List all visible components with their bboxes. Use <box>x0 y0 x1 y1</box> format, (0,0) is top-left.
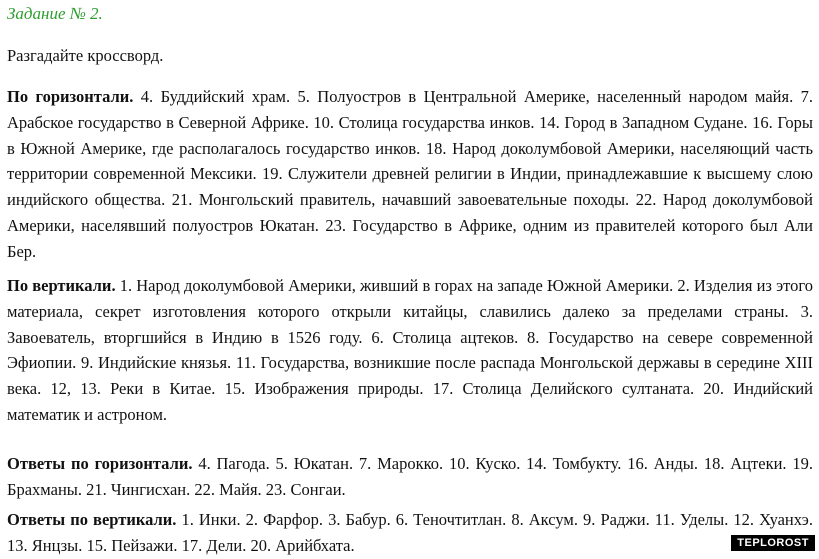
clues-vertical-heading: По вертикали. <box>7 276 116 295</box>
answers-vertical-heading: Ответы по вертикали. <box>7 510 177 529</box>
clues-horizontal-text: 4. Буддийский храм. 5. Полуостров в Центральной Америке, населенный народом майя. 7. Арабское государство в Северной Африке. 10. Столица государства инков. 14. Город в Западном Судане. 16. Горы в Южной Америке, где располагалось государство инков. 18. Народ доколумбовой Америки, населяющий часть территории современной Мексики. 19. Служители древней религии в Индии, принадлежавшие к высшему слою индийского общества. 21. Монгольский правитель, начавший завоевательные походы. 22. Народ доколумбовой Америки, населявший полуостров Юкатан. 23. Государство в Африке, одним из правителей которого был Али Бер. <box>7 87 813 261</box>
clues-vertical <box>7 273 813 428</box>
answers-horizontal-heading: Ответы по горизонтали. <box>7 454 193 473</box>
intro-text: Разгадайте кроссворд. <box>7 46 164 65</box>
answers-vertical-text: 1. Инки. 2. Фарфор. 3. Бабур. 6. Теночтитлан. 8. Аксум. 9. Раджи. 11. Уделы. 12. Хуанхэ. 13. Янцзы. 15. Пейзажи. 17. Дели. 20. Арийбхата. <box>7 510 814 555</box>
clues-vertical-text: 1. Народ доколумбовой Америки, живший в горах на западе Южной Америки. 2. Изделия из этого материала, секрет изготовления которого открыли китайцы, славились далеко за пределами страны. 3. Завоеватель, вторгшийся в Индию в 1526 году. 6. Столица ацтеков. 8. Государство на севере современной Эфиопии. 9. Индийские князья. 11. Государства, возникшие после распада Монгольской державы в середине XIII века. 12, 13. Реки в Китае. 15. Изображения природы. 17. Столица Делийского султаната. 20. Индийский математик и астроном. <box>7 276 813 424</box>
clues-horizontal <box>7 84 813 265</box>
answers-horizontal <box>7 451 813 503</box>
clues-horizontal-heading: По горизонтали. <box>7 87 134 106</box>
answers-horizontal-text: 4. Пагода. 5. Юкатан. 7. Марокко. 10. Куско. 14. Томбукту. 16. Анды. 18. Ацтеки. 19. Брахманы. 21. Чингисхан. 22. Майя. 23. Сонгаи. <box>7 454 813 499</box>
watermark-logo: TEPLOROST <box>731 535 815 551</box>
task-title: Задание № 2. <box>7 4 103 23</box>
answers-vertical <box>7 507 813 559</box>
